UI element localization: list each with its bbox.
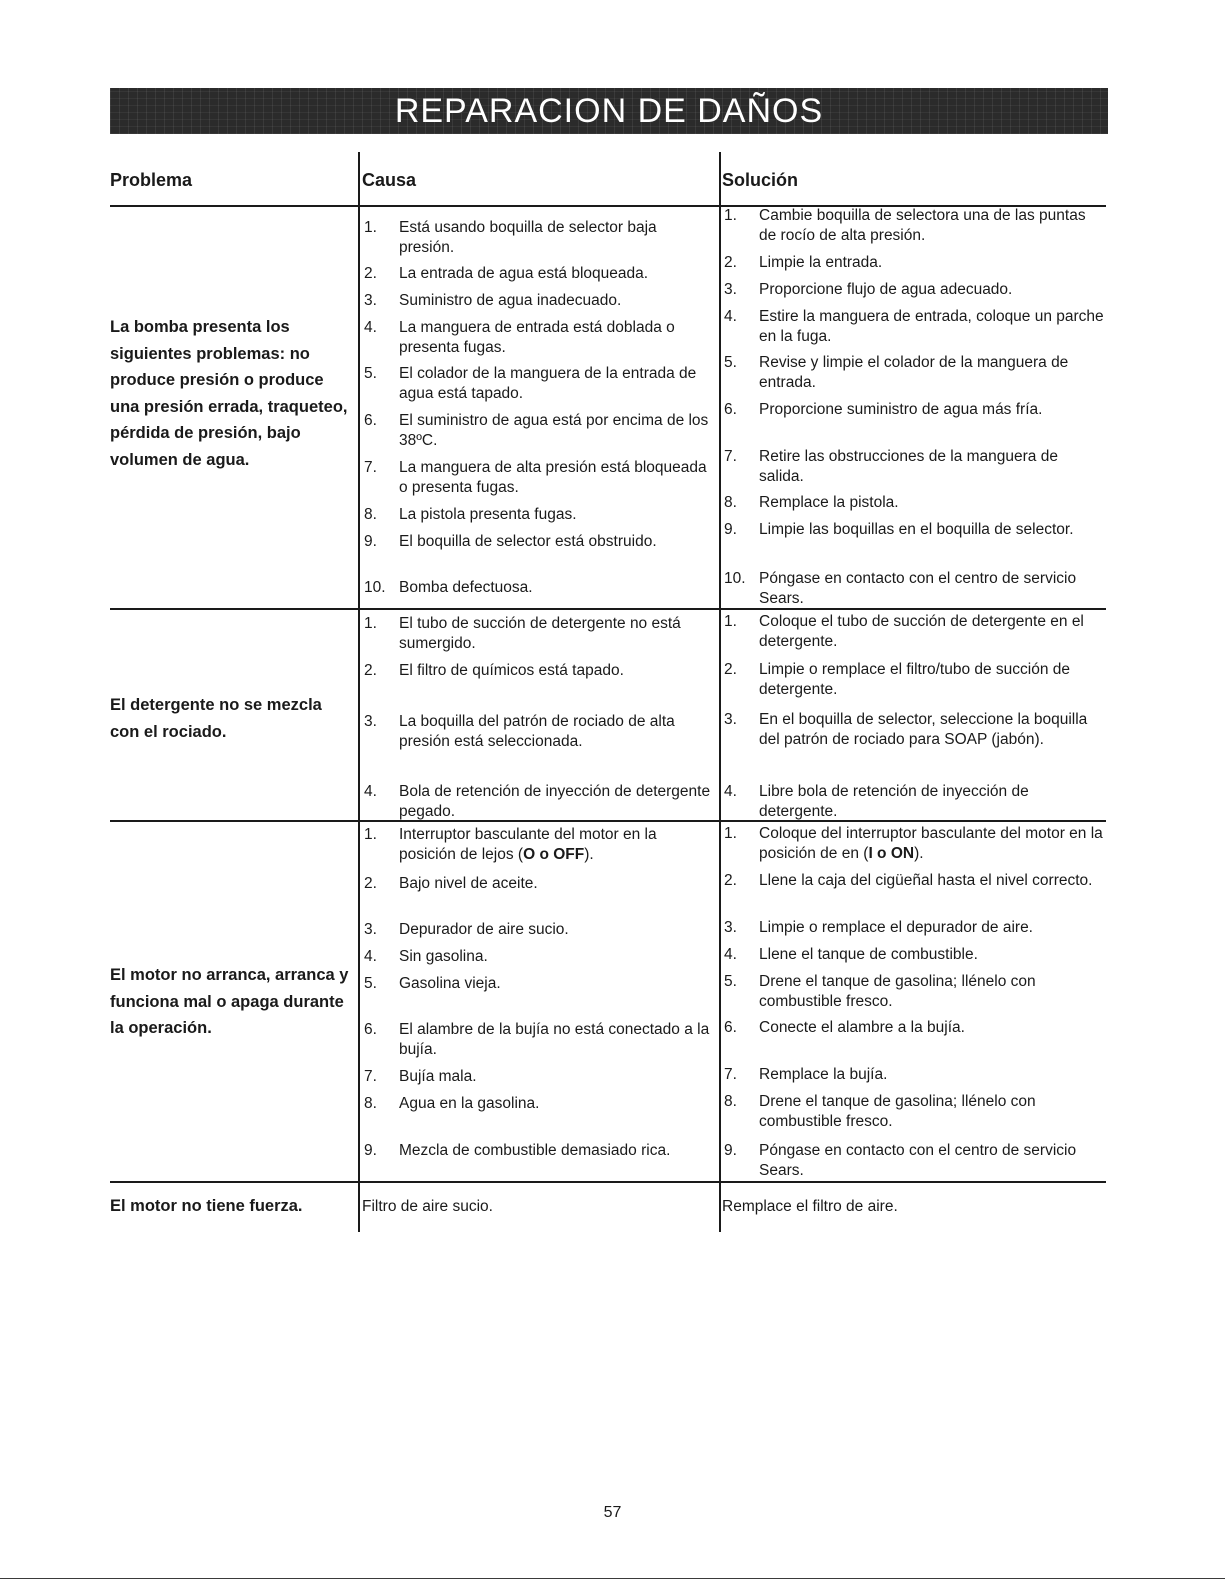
cause-item [364, 1067, 716, 1087]
cause-item [364, 614, 716, 654]
item-number: 2. [364, 662, 377, 679]
item-text: Limpie la entrada. [759, 254, 883, 271]
solution-item [724, 945, 1104, 965]
cause-item [364, 291, 716, 311]
solution-item [724, 1018, 1104, 1038]
item-text: El boquilla de selector está obstruido. [399, 533, 657, 550]
item-number: 6. [364, 1021, 377, 1038]
item-text: Póngase en contacto con el centro de servicio Sears. [759, 1142, 1077, 1179]
item-text: Libre bola de retención de inyección de detergente. [759, 783, 1029, 820]
item-text: Bujía mala. [399, 1068, 477, 1085]
item-number: 10. [364, 579, 386, 596]
item-text: Gasolina vieja. [399, 975, 501, 992]
cause-item [364, 264, 716, 284]
item-text: Limpie o remplace el filtro/tubo de succión de detergente. [759, 661, 1071, 698]
scan-edge-line [0, 1578, 1225, 1579]
item-text: Está usando boquilla de selector baja presión. [399, 219, 657, 256]
item-text: El suministro de agua está por encima de los 38ºC. [399, 412, 709, 449]
solution-item [724, 1141, 1104, 1181]
item-number: 1. [724, 825, 737, 842]
cause-item [364, 782, 716, 822]
item-text: Bomba defectuosa. [399, 579, 533, 596]
cause-item [364, 364, 716, 404]
solution-item [724, 612, 1104, 652]
item-number: 7. [724, 448, 737, 465]
cause-item [364, 947, 716, 967]
item-number: 4. [724, 783, 737, 800]
item-number: 3. [724, 711, 737, 728]
item-number: 5. [364, 975, 377, 992]
section-rule-3 [110, 1181, 1106, 1183]
item-text: Estire la manguera de entrada, coloque un parche en la fuga. [759, 308, 1104, 345]
item-text: Póngase en contacto con el centro de servicio Sears. [759, 570, 1077, 607]
item-number: 5. [364, 365, 377, 382]
item-number: 1. [724, 613, 737, 630]
solution-item [724, 569, 1104, 609]
item-number: 4. [724, 946, 737, 963]
item-text: Drene el tanque de gasolina; llénelo con combustible fresco. [759, 1093, 1036, 1130]
item-number: 3. [364, 921, 377, 938]
item-text: El tubo de succión de detergente no está sumergido. [399, 615, 681, 652]
item-text: Mezcla de combustible demasiado rica. [399, 1142, 671, 1159]
cause-item [364, 661, 716, 681]
item-text: Coloque el tubo de succión de detergente en el detergente. [759, 613, 1084, 650]
item-number: 9. [724, 521, 737, 538]
item-number: 5. [724, 973, 737, 990]
item-number: 2. [364, 265, 377, 282]
item-number: 4. [364, 783, 377, 800]
item-number: 4. [364, 948, 377, 965]
item-number: 1. [724, 207, 737, 224]
item-text: Remplace la bujía. [759, 1066, 888, 1083]
item-text: Proporcione flujo de agua adecuado. [759, 281, 1013, 298]
item-text: Cambie boquilla de selectora una de las puntas de rocío de alta presión. [759, 207, 1086, 244]
item-text: La manguera de alta presión está bloqueada o presenta fugas. [399, 459, 707, 496]
column-divider-solution [719, 152, 721, 1232]
problem-4: El motor no tiene fuerza. [110, 1197, 303, 1215]
item-number: 8. [364, 506, 377, 523]
cause-item [364, 1141, 716, 1161]
solution-item [724, 1092, 1104, 1132]
item-text: Retire las obstrucciones de la manguera de salida. [759, 448, 1058, 485]
item-number: 1. [364, 826, 377, 843]
title-banner [110, 88, 1108, 134]
item-number: 2. [724, 872, 737, 889]
item-text: El filtro de químicos está tapado. [399, 662, 624, 679]
item-text: Conecte el alambre a la bujía. [759, 1019, 965, 1036]
item-number: 6. [724, 1019, 737, 1036]
solution-item [724, 660, 1104, 700]
solution-item [724, 280, 1104, 300]
solution-item [724, 353, 1104, 393]
item-number: 2. [724, 661, 737, 678]
item-number: 7. [364, 459, 377, 476]
item-text: Coloque del interruptor basculante del motor en la posición de en (I o ON). [759, 825, 1103, 862]
item-text: Llene el tanque de combustible. [759, 946, 978, 963]
item-number: 1. [364, 615, 377, 632]
cause-text: Filtro de aire sucio. [362, 1198, 493, 1215]
solution-item [724, 918, 1104, 938]
solution-item [724, 206, 1104, 246]
item-number: 9. [724, 1142, 737, 1159]
problem-3: El motor no arranca, arranca y funciona mal o apaga durante la operación. [110, 966, 349, 1037]
item-number: 4. [724, 308, 737, 325]
solution-item [724, 447, 1104, 487]
item-number: 10. [724, 570, 746, 587]
item-number: 8. [724, 494, 737, 511]
cause-item [364, 458, 716, 498]
item-text: La manguera de entrada está doblada o presenta fugas. [399, 319, 675, 356]
item-text: Revise y limpie el colador de la manguera de entrada. [759, 354, 1069, 391]
item-text: Agua en la gasolina. [399, 1095, 540, 1112]
solution-item [724, 824, 1104, 864]
item-text: El colador de la manguera de la entrada de agua está tapado. [399, 365, 697, 402]
item-text: Suministro de agua inadecuado. [399, 292, 622, 309]
item-number: 7. [724, 1066, 737, 1083]
item-text: Remplace la pistola. [759, 494, 899, 511]
item-number: 9. [364, 533, 377, 550]
item-text: Proporcione suministro de agua más fría. [759, 401, 1043, 418]
item-number: 2. [724, 254, 737, 271]
cause-item [364, 712, 716, 752]
cause-item [364, 532, 716, 552]
cause-item [364, 974, 716, 994]
item-number: 3. [724, 919, 737, 936]
item-text: Bajo nivel de aceite. [399, 875, 538, 892]
item-text: Interruptor basculante del motor en la posición de lejos (O o OFF). [399, 826, 657, 863]
solution-item [724, 307, 1104, 347]
solution-item [724, 493, 1104, 513]
cause-item [364, 218, 716, 258]
item-number: 3. [364, 292, 377, 309]
item-text: Depurador de aire sucio. [399, 921, 569, 938]
solution-item [724, 782, 1104, 822]
solution-text: Remplace el filtro de aire. [722, 1198, 898, 1215]
item-number: 6. [724, 401, 737, 418]
solution-item [724, 400, 1104, 420]
header-problem: Problema [110, 170, 193, 190]
solution-item [724, 710, 1104, 750]
item-text: Sin gasolina. [399, 948, 488, 965]
solution-item [724, 972, 1104, 1012]
cause-item [364, 1020, 716, 1060]
item-text: Bola de retención de inyección de detergente pegado. [399, 783, 711, 820]
cause-item [364, 578, 716, 598]
item-number: 3. [364, 713, 377, 730]
item-text: La boquilla del patrón de rociado de alta presión está seleccionada. [399, 713, 675, 750]
column-divider-cause [358, 152, 360, 1232]
page-title: REPARACION DE DAÑOS [394, 91, 824, 130]
item-text: Limpie o remplace el depurador de aire. [759, 919, 1033, 936]
item-number: 5. [724, 354, 737, 371]
cause-item [364, 920, 716, 940]
item-text: La pistola presenta fugas. [399, 506, 577, 523]
item-number: 6. [364, 412, 377, 429]
item-text: Llene la caja del cigüeñal hasta el nivel correcto. [759, 872, 1093, 889]
item-text: Drene el tanque de gasolina; llénelo con combustible fresco. [759, 973, 1036, 1010]
item-text: El alambre de la bujía no está conectado a la bujía. [399, 1021, 710, 1058]
item-number: 8. [364, 1095, 377, 1112]
cause-item [364, 825, 716, 865]
item-number: 2. [364, 875, 377, 892]
solution-item [724, 1065, 1104, 1085]
item-number: 9. [364, 1142, 377, 1159]
cause-item [364, 318, 716, 358]
cause-item [364, 505, 716, 525]
header-cause: Causa [362, 170, 417, 190]
cause-item [364, 1094, 716, 1114]
problem-2: El detergente no se mezcla con el rociado. [110, 696, 322, 741]
item-number: 1. [364, 219, 377, 236]
cause-item [364, 411, 716, 451]
solution-item [724, 871, 1104, 891]
item-number: 3. [724, 281, 737, 298]
item-number: 8. [724, 1093, 737, 1110]
item-number: 7. [364, 1068, 377, 1085]
item-number: 4. [364, 319, 377, 336]
item-text: En el boquilla de selector, seleccione la boquilla del patrón de rociado para SOAP (jabón). [759, 711, 1088, 748]
item-text: Limpie las boquillas en el boquilla de selector. [759, 521, 1074, 538]
page-number: 57 [603, 1504, 622, 1521]
header-solution: Solución [722, 170, 798, 190]
cause-item [364, 874, 716, 894]
solution-item [724, 253, 1104, 273]
item-text: La entrada de agua está bloqueada. [399, 265, 649, 282]
problem-1: La bomba presenta los siguientes problemas: no produce presión o produce una presión errada, traqueteo, pérdida de presión, bajo volumen de agua. [110, 318, 348, 469]
solution-item [724, 520, 1104, 540]
